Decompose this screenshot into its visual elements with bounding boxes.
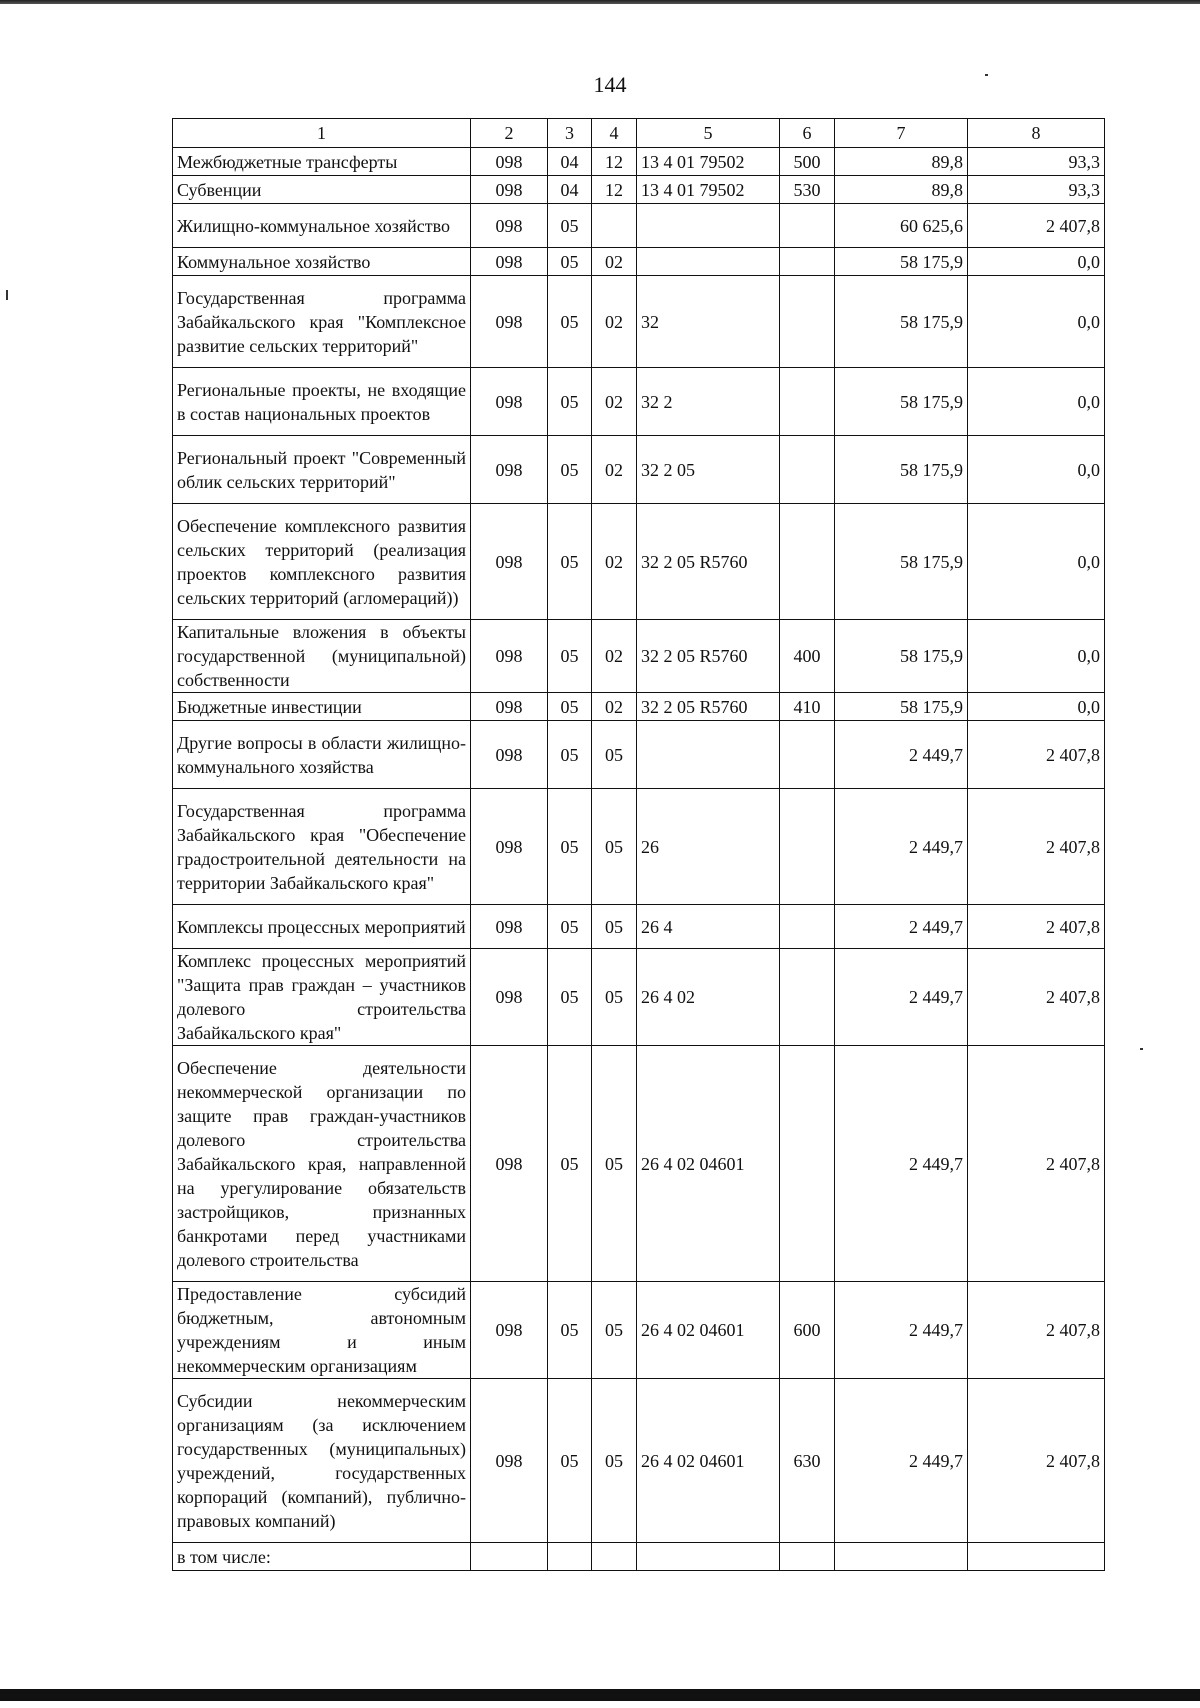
cell-c7: 2 449,7: [835, 1282, 968, 1379]
cell-c2: 098: [471, 176, 548, 204]
cell-c5: 26 4 02: [637, 949, 780, 1046]
cell-c5: 26 4: [637, 905, 780, 949]
cell-c2: 098: [471, 693, 548, 721]
table-row: [173, 368, 1105, 436]
cell-c3: 05: [548, 949, 592, 1046]
cell-c7: 58 175,9: [835, 620, 968, 693]
cell-c7: 58 175,9: [835, 368, 968, 436]
cell-c5: 32 2: [637, 368, 780, 436]
cell-c5: 32 2 05 R5760: [637, 693, 780, 721]
cell-c7: 60 625,6: [835, 204, 968, 248]
row-name-cell: Предоставление субсидий бюджетным, автономным учреждениям и иным некоммерческим организациям: [173, 1282, 471, 1379]
cell-c3: 05: [548, 504, 592, 620]
row-name-cell: Государственная программа Забайкальского края "Комплексное развитие сельских территорий": [173, 276, 471, 368]
budget-table: [172, 118, 1105, 1571]
cell-c5: [637, 204, 780, 248]
scan-speck: [6, 290, 8, 300]
cell-c5: 26: [637, 789, 780, 905]
cell-c8: 2 407,8: [968, 905, 1105, 949]
cell-c6: [780, 436, 835, 504]
cell-c2: 098: [471, 368, 548, 436]
cell-c8: 2 407,8: [968, 949, 1105, 1046]
cell-c4: 12: [592, 148, 637, 176]
table-row: [173, 148, 1105, 176]
header-cell: 4: [592, 119, 637, 148]
row-name-cell: Другие вопросы в области жилищно-коммунального хозяйства: [173, 721, 471, 789]
cell-c8: 2 407,8: [968, 1379, 1105, 1543]
cell-c4: 05: [592, 1282, 637, 1379]
cell-c7: 89,8: [835, 176, 968, 204]
cell-c5: 26 4 02 04601: [637, 1282, 780, 1379]
table-row: [173, 905, 1105, 949]
table-row: [173, 1282, 1105, 1379]
cell-c7: 2 449,7: [835, 721, 968, 789]
table-row: [173, 620, 1105, 693]
cell-c8: 2 407,8: [968, 1282, 1105, 1379]
cell-c3: 04: [548, 176, 592, 204]
cell-c8: 0,0: [968, 276, 1105, 368]
cell-c5: 32: [637, 276, 780, 368]
cell-c6: 410: [780, 693, 835, 721]
cell-c8: [968, 1543, 1105, 1571]
cell-c7: 89,8: [835, 148, 968, 176]
cell-c4: [592, 204, 637, 248]
cell-c8: 2 407,8: [968, 204, 1105, 248]
table-row: [173, 276, 1105, 368]
cell-c4: 05: [592, 721, 637, 789]
table-row: [173, 789, 1105, 905]
cell-c7: [835, 1543, 968, 1571]
cell-c3: 05: [548, 693, 592, 721]
header-cell: 6: [780, 119, 835, 148]
cell-c4: 05: [592, 1046, 637, 1282]
cell-c2: 098: [471, 1046, 548, 1282]
cell-c6: [780, 504, 835, 620]
cell-c4: 02: [592, 368, 637, 436]
row-name-cell: в том числе:: [173, 1543, 471, 1571]
cell-c7: 2 449,7: [835, 789, 968, 905]
cell-c6: 530: [780, 176, 835, 204]
cell-c4: 02: [592, 504, 637, 620]
cell-c8: 2 407,8: [968, 721, 1105, 789]
cell-c6: [780, 276, 835, 368]
cell-c8: 0,0: [968, 368, 1105, 436]
cell-c8: 0,0: [968, 693, 1105, 721]
cell-c6: [780, 905, 835, 949]
header-cell: 7: [835, 119, 968, 148]
row-name-cell: Обеспечение комплексного развития сельских территорий (реализация проектов комплексного развития сельских территорий (агломераций)): [173, 504, 471, 620]
row-name-cell: Бюджетные инвестиции: [173, 693, 471, 721]
cell-c8: 0,0: [968, 620, 1105, 693]
cell-c2: 098: [471, 276, 548, 368]
cell-c6: 400: [780, 620, 835, 693]
row-name-cell: Субсидии некоммерческим организациям (за исключением государственных (муниципальных) учреждений, государственных корпораций (компаний), публично-правовых компаний): [173, 1379, 471, 1543]
table-row: [173, 1379, 1105, 1543]
cell-c6: [780, 248, 835, 276]
cell-c4: 05: [592, 949, 637, 1046]
cell-c6: [780, 368, 835, 436]
cell-c7: 2 449,7: [835, 1379, 968, 1543]
cell-c6: [780, 204, 835, 248]
cell-c5: [637, 248, 780, 276]
row-name-cell: Государственная программа Забайкальского края "Обеспечение градостроительной деятельности на территории Забайкальского края": [173, 789, 471, 905]
cell-c7: 58 175,9: [835, 504, 968, 620]
cell-c4: 05: [592, 789, 637, 905]
cell-c3: 05: [548, 248, 592, 276]
cell-c2: 098: [471, 248, 548, 276]
cell-c6: [780, 1543, 835, 1571]
cell-c2: 098: [471, 620, 548, 693]
cell-c4: 05: [592, 1379, 637, 1543]
cell-c5: 32 2 05 R5760: [637, 620, 780, 693]
cell-c8: 0,0: [968, 504, 1105, 620]
cell-c3: 05: [548, 721, 592, 789]
cell-c5: 32 2 05: [637, 436, 780, 504]
scan-speck: [1140, 1048, 1143, 1050]
cell-c7: 58 175,9: [835, 693, 968, 721]
cell-c7: 58 175,9: [835, 248, 968, 276]
cell-c2: 098: [471, 789, 548, 905]
cell-c6: 600: [780, 1282, 835, 1379]
cell-c4: 02: [592, 248, 637, 276]
cell-c7: 2 449,7: [835, 949, 968, 1046]
cell-c3: [548, 1543, 592, 1571]
cell-c4: 12: [592, 176, 637, 204]
cell-c6: [780, 789, 835, 905]
cell-c3: 05: [548, 789, 592, 905]
cell-c3: 05: [548, 1379, 592, 1543]
cell-c3: 05: [548, 368, 592, 436]
cell-c4: 02: [592, 620, 637, 693]
cell-c3: 05: [548, 620, 592, 693]
cell-c6: 630: [780, 1379, 835, 1543]
scan-speck: [985, 74, 988, 76]
row-name-cell: Межбюджетные трансферты: [173, 148, 471, 176]
cell-c4: 02: [592, 276, 637, 368]
header-cell: 8: [968, 119, 1105, 148]
table-row: [173, 949, 1105, 1046]
cell-c2: 098: [471, 504, 548, 620]
table-row: [173, 248, 1105, 276]
table-row: [173, 436, 1105, 504]
cell-c2: 098: [471, 1282, 548, 1379]
cell-c3: 05: [548, 204, 592, 248]
cell-c3: 05: [548, 905, 592, 949]
table-row: [173, 1543, 1105, 1571]
cell-c6: 500: [780, 148, 835, 176]
page-number: 144: [593, 72, 627, 97]
table-row: [173, 721, 1105, 789]
header-cell: 1: [173, 119, 471, 148]
cell-c5: [637, 721, 780, 789]
row-name-cell: Субвенции: [173, 176, 471, 204]
cell-c2: 098: [471, 204, 548, 248]
cell-c2: 098: [471, 148, 548, 176]
cell-c6: [780, 1046, 835, 1282]
cell-c4: [592, 1543, 637, 1571]
cell-c8: 0,0: [968, 248, 1105, 276]
row-name-cell: Коммунальное хозяйство: [173, 248, 471, 276]
cell-c2: 098: [471, 949, 548, 1046]
cell-c3: 05: [548, 276, 592, 368]
table-row: [173, 693, 1105, 721]
row-name-cell: Капитальные вложения в объекты государственной (муниципальной) собственности: [173, 620, 471, 693]
header-cell: 3: [548, 119, 592, 148]
cell-c7: 58 175,9: [835, 276, 968, 368]
cell-c4: 05: [592, 905, 637, 949]
header-cell: 5: [637, 119, 780, 148]
cell-c2: [471, 1543, 548, 1571]
cell-c4: 02: [592, 436, 637, 504]
cell-c3: 05: [548, 1282, 592, 1379]
row-name-cell: Жилищно-коммунальное хозяйство: [173, 204, 471, 248]
cell-c3: 05: [548, 436, 592, 504]
header-row: [173, 119, 1105, 148]
row-name-cell: Региональный проект "Современный облик сельских территорий": [173, 436, 471, 504]
cell-c5: 26 4 02 04601: [637, 1046, 780, 1282]
cell-c7: 58 175,9: [835, 436, 968, 504]
row-name-cell: Обеспечение деятельности некоммерческой организации по защите прав граждан-участников долевого строительства Забайкальского края, направленной на урегулирование обязательств застройщиков, признанных банкротами перед участниками долевого строительства: [173, 1046, 471, 1282]
cell-c8: 2 407,8: [968, 1046, 1105, 1282]
cell-c2: 098: [471, 721, 548, 789]
cell-c6: [780, 949, 835, 1046]
row-name-cell: Комплексы процессных мероприятий: [173, 905, 471, 949]
cell-c8: 2 407,8: [968, 789, 1105, 905]
cell-c2: 098: [471, 436, 548, 504]
cell-c5: 32 2 05 R5760: [637, 504, 780, 620]
table-row: [173, 176, 1105, 204]
cell-c4: 02: [592, 693, 637, 721]
cell-c7: 2 449,7: [835, 1046, 968, 1282]
cell-c5: 13 4 01 79502: [637, 148, 780, 176]
cell-c8: 0,0: [968, 436, 1105, 504]
scan-top-border: [0, 0, 1200, 4]
table-row: [173, 504, 1105, 620]
table-row: [173, 204, 1105, 248]
row-name-cell: Комплекс процессных мероприятий "Защита прав граждан – участников долевого строительства Забайкальского края": [173, 949, 471, 1046]
cell-c5: 13 4 01 79502: [637, 176, 780, 204]
cell-c5: [637, 1543, 780, 1571]
cell-c5: 26 4 02 04601: [637, 1379, 780, 1543]
cell-c3: 05: [548, 1046, 592, 1282]
cell-c6: [780, 721, 835, 789]
cell-c8: 93,3: [968, 176, 1105, 204]
cell-c2: 098: [471, 905, 548, 949]
header-cell: 2: [471, 119, 548, 148]
row-name-cell: Региональные проекты, не входящие в состав национальных проектов: [173, 368, 471, 436]
cell-c3: 04: [548, 148, 592, 176]
table-row: [173, 1046, 1105, 1282]
cell-c7: 2 449,7: [835, 905, 968, 949]
scan-bottom-border: [0, 1689, 1200, 1701]
cell-c2: 098: [471, 1379, 548, 1543]
cell-c8: 93,3: [968, 148, 1105, 176]
